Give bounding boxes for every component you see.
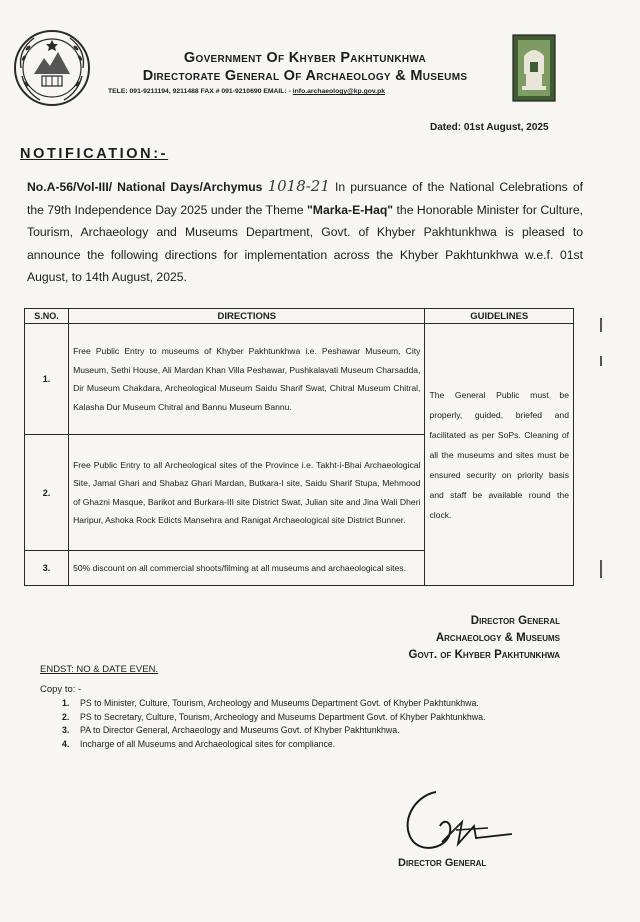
- list-item-text: PA to Director General, Archaeology and Museums Govt. of Khyber Pakhtunkhwa.: [80, 725, 400, 735]
- table-header-row: [25, 309, 574, 324]
- signatory-department: Archaeology & Museums: [435, 632, 560, 644]
- footer-signature-title: Director General: [398, 857, 487, 869]
- copy-to-label: Copy to: -: [40, 684, 82, 695]
- signature-block: [360, 613, 560, 664]
- contact-details: TELE: 091-9211194, 9211488 FAX # 091-9210690 EMAIL: -: [108, 88, 293, 95]
- header-sno: S.NO.: [25, 309, 69, 324]
- header-directions: DIRECTIONS: [69, 309, 425, 324]
- header-guidelines: GUIDELINES: [425, 309, 574, 324]
- handwritten-signature-icon: [392, 782, 522, 862]
- header-title: Government Of Khyber Pakhtunkhwa: [183, 50, 427, 66]
- theme-name: "Marka-E-Haq": [307, 202, 394, 217]
- margin-mark: [600, 560, 602, 578]
- row-direction: 50% discount on all commercial shoots/filming at all museums and archaeological sites.: [69, 551, 425, 586]
- list-item: [62, 739, 568, 751]
- notification-title: NOTIFICATION:-: [20, 146, 169, 162]
- list-item-text: Incharge of all Museums and Archaeological sites for compliance.: [80, 738, 336, 749]
- guidelines-cell: The General Public must be properly, guided, briefed and facilitated as per SoPs. Cleaning of all the museums and sites must be ensured security on priority basis and staff be available round the clock.: [425, 324, 574, 586]
- list-item-number: 1.: [62, 698, 70, 708]
- table-row: [25, 324, 574, 435]
- margin-mark: [600, 356, 602, 366]
- list-item-text: PS to Secretary, Culture, Tourism, Archeology and Museums Department Govt. of Khyber Pakhtunkhwa.: [80, 711, 486, 722]
- copy-list: [62, 698, 568, 752]
- directions-table: [24, 308, 574, 584]
- body-text-part2: the Honorable Minister for Culture, Tourism, Archaeology and Museums Department, Govt. of Khyber Pakhtunkhwa is pleased to announce the following directions for implementation across the Khyber Pakhtunkhwa w.e.f. 01st August, to 14th August, 2025.: [27, 202, 584, 284]
- list-item: [62, 698, 568, 710]
- header-subtitle: Directorate General Of Archaeology & Museums: [142, 68, 468, 84]
- date-line: Dated: 01st August, 2025: [430, 122, 549, 133]
- body-text-part1: In pursuance of the National Celebrations of the 79th Independence Day 2025 under the Theme: [27, 180, 583, 217]
- list-item-number: 3.: [62, 725, 70, 735]
- signatory-government: Govt. of Khyber Pakhtunkhwa: [408, 649, 560, 661]
- reference-number: No.A-56/Vol-III/ National Days/Archymus: [27, 180, 263, 194]
- government-seal-icon: [12, 28, 92, 108]
- list-item-number: 2.: [62, 711, 70, 722]
- list-item-text: PS to Minister, Culture, Tourism, Archeology and Museums Department Govt. of Khyber Pakhtunkhwa.: [80, 698, 479, 708]
- row-number: 2.: [25, 435, 69, 551]
- signatory-title: Director General: [470, 615, 560, 627]
- endst-line: ENDST: NO & DATE EVEN.: [40, 664, 159, 675]
- body-paragraph: [27, 175, 583, 289]
- list-item: [62, 712, 568, 724]
- email-link[interactable]: info.archaeology@kp.gov.pk: [292, 88, 385, 95]
- handwritten-number: 1018-21: [267, 177, 330, 195]
- header-contact: [108, 88, 508, 95]
- list-item: [62, 725, 568, 737]
- row-direction: Free Public Entry to all Archeological sites of the Province i.e. Takht-i-Bhai Archaeological Site, Jamal Ghari and Shabaz Ghari Mardan, Butkara-I site, Saidu Sharif Stupa, Mehmood of Ghazni Masque, Barikot and Burkara-III site District Swat, Julian site and Jina Wali Dheri Haripur, Ashoka Rock Edicts Mansehra and Ranigat Archaeological site District Bunner.: [69, 435, 425, 551]
- margin-mark: [600, 318, 602, 332]
- row-direction: Free Public Entry to museums of Khyber Pakhtunkhwa i.e. Peshawar Museum, City Museum, Sethi House, Ali Mardan Khan Villa Peshawar, Pushkalavati Museum Charsadda, Dir Museum Chakdara, Archeological Museum Saidu Sharif Swat, Chitral Museum Chitral, Kalasha Dur Museum Chitral and Bannu Museum Bannu.: [69, 324, 425, 435]
- museum-emblem-icon: [512, 34, 556, 102]
- row-number: 3.: [25, 551, 69, 586]
- row-number: 1.: [25, 324, 69, 435]
- list-item-number: 4.: [62, 738, 70, 749]
